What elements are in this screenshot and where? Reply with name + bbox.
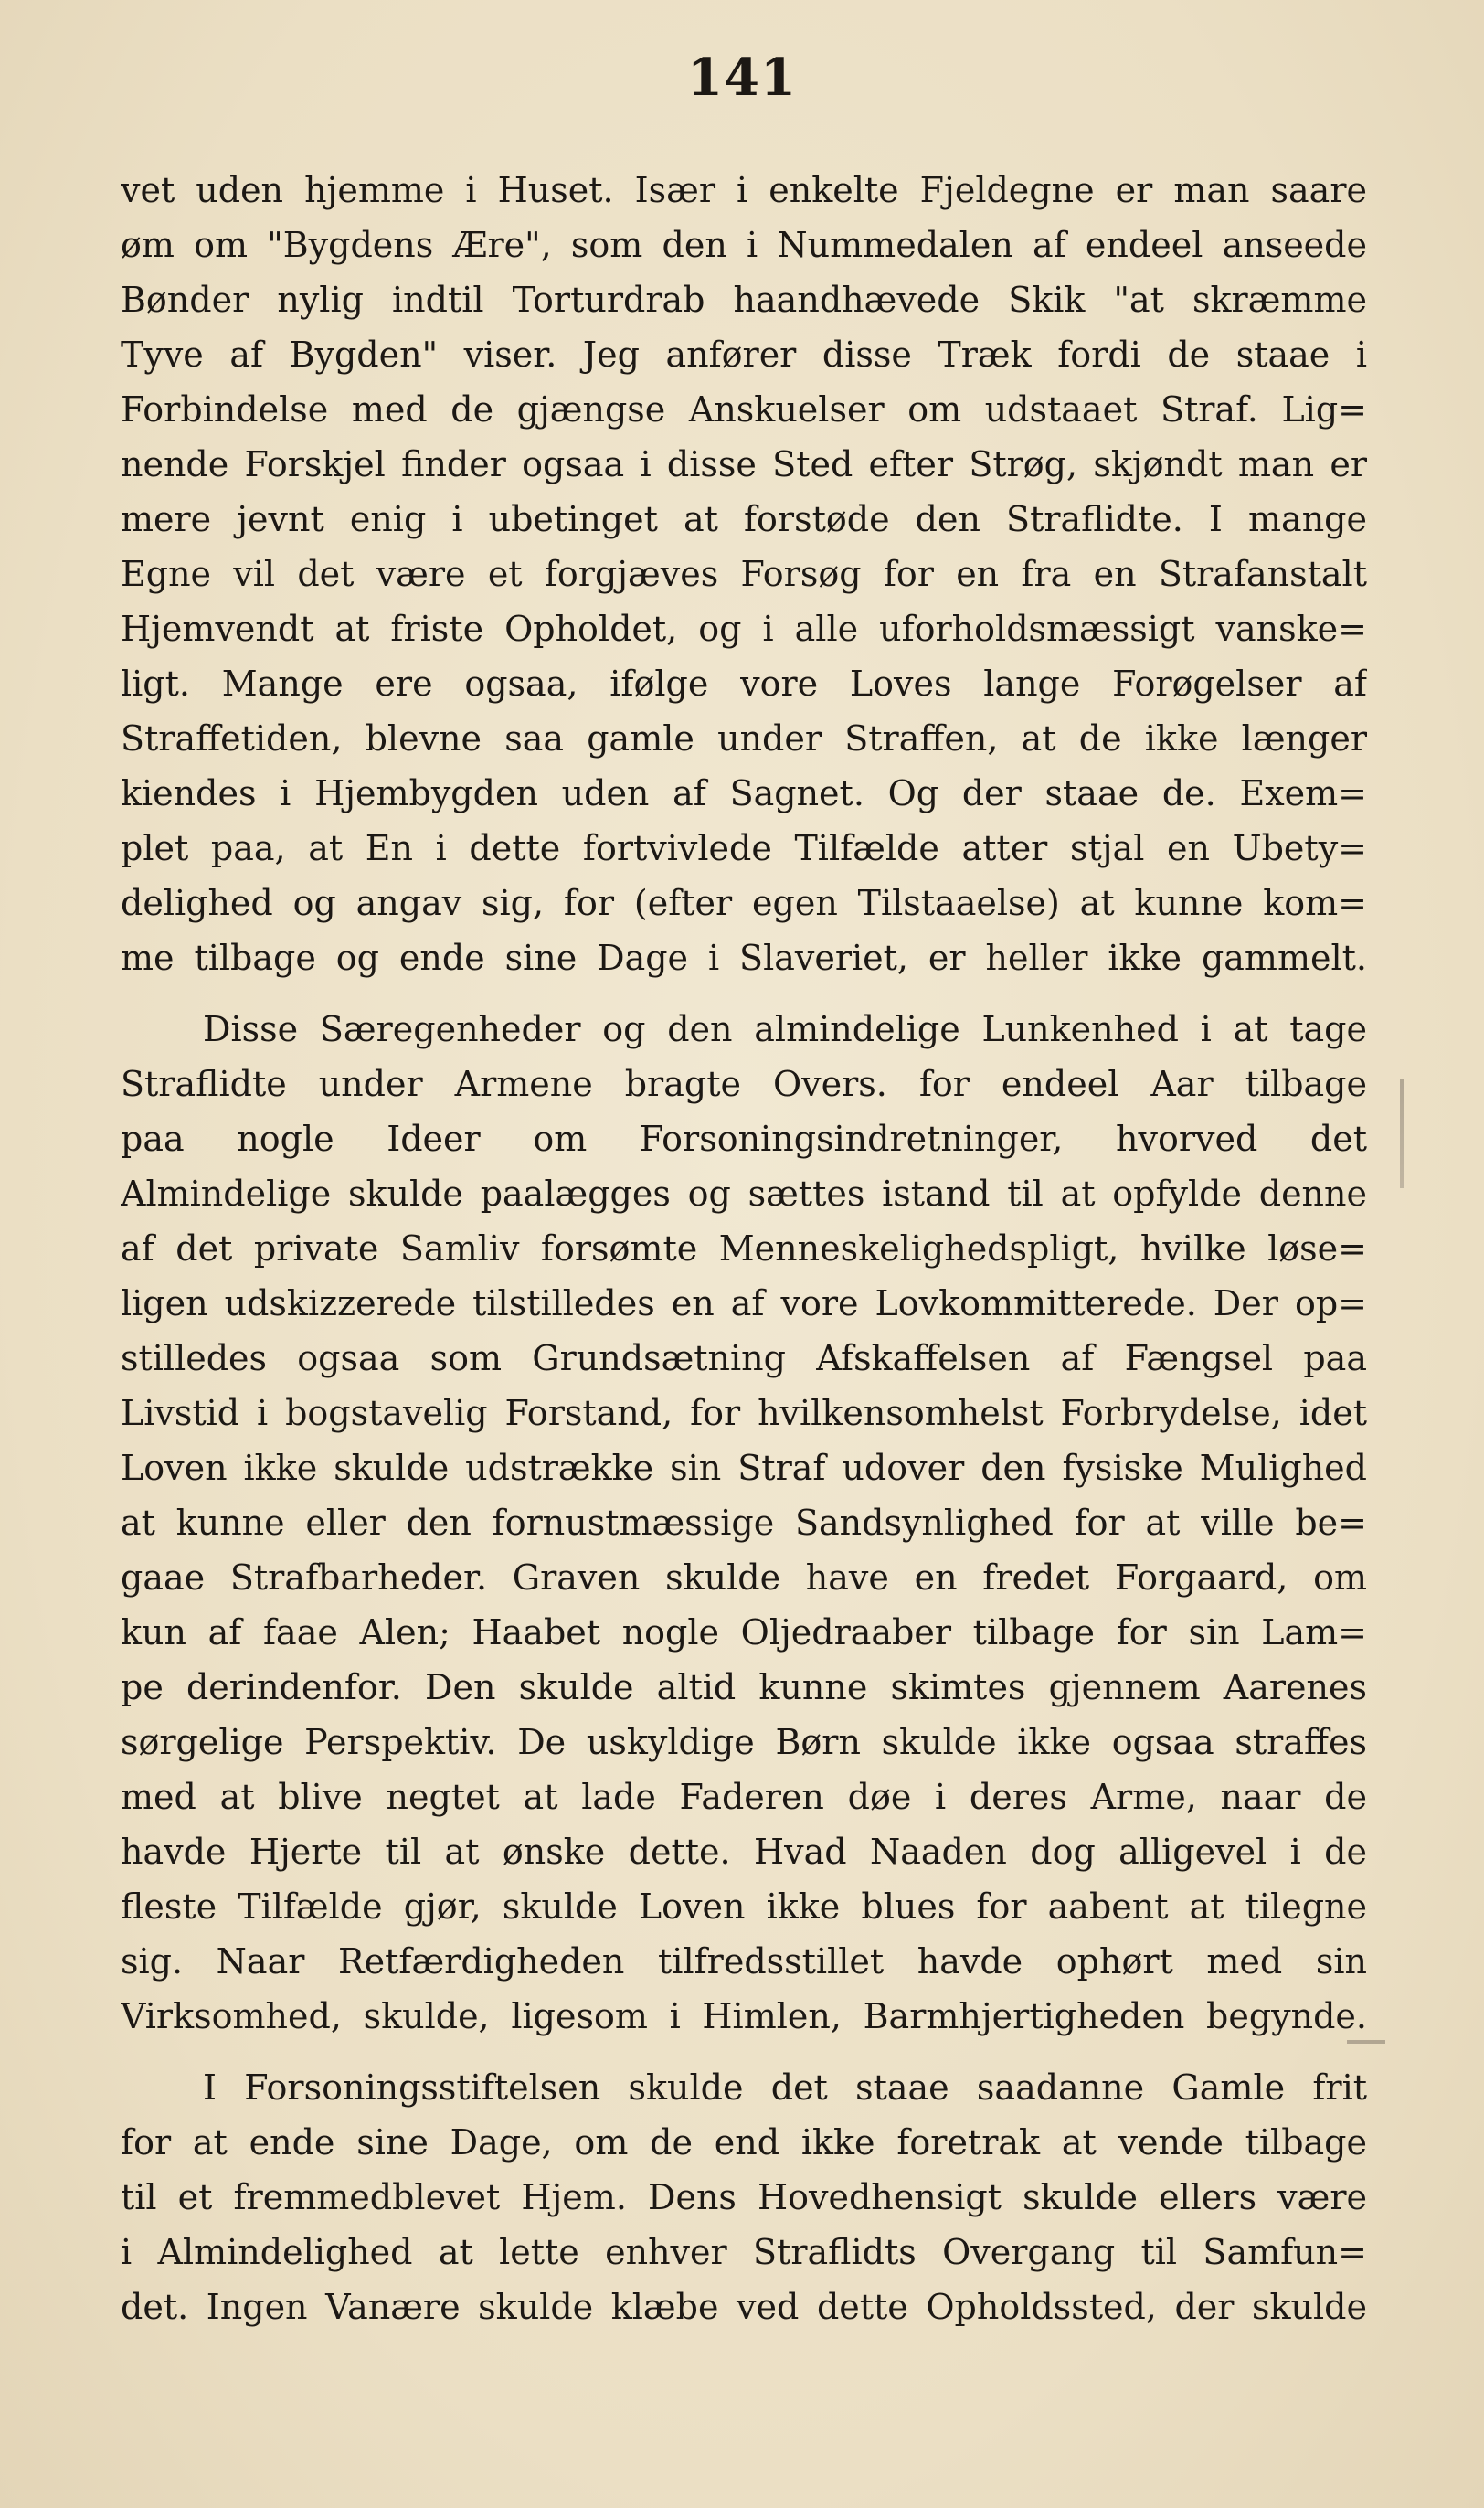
text-line: Loven ikke skulde udstrække sin Straf udover den fysiske Mulighed bbox=[121, 1448, 1367, 1488]
text-line: Livstid i bogstavelig Forstand, for hvilkensomhelst Forbrydelse, idet bbox=[121, 1393, 1367, 1433]
text-line: vet uden hjemme i Huset. Især i enkelte Fjeldegne er man saare bbox=[121, 170, 1367, 210]
text-line: fleste Tilfælde gjør, skulde Loven ikke blues for aabent at tilegne bbox=[121, 1886, 1367, 1927]
text-line: for at ende sine Dage, om de end ikke foretrak at vende tilbage bbox=[121, 2122, 1367, 2163]
body-text bbox=[121, 163, 1367, 2334]
text-line: med at blive negtet at lade Faderen døe i deres Arme, naar de bbox=[121, 1777, 1367, 1817]
paragraph-gap bbox=[121, 985, 1367, 1002]
text-line: kiendes i Hjembygden uden af Sagnet. Og der staae de. Exem= bbox=[121, 773, 1367, 813]
text-line: sig. Naar Retfærdigheden tilfredsstillet havde ophørt med sin bbox=[121, 1941, 1367, 1982]
text-line: Hjemvendt at friste Opholdet, og i alle uforholdsmæssigt vanske= bbox=[121, 609, 1367, 649]
text-line: af det private Samliv forsømte Menneskelighedspligt, hvilke løse= bbox=[121, 1228, 1367, 1269]
paragraph-gap bbox=[121, 2044, 1367, 2060]
text-line: øm om "Bygdens Ære", som den i Nummedalen af endeel anseede bbox=[121, 225, 1367, 265]
paragraph-3 bbox=[121, 2060, 1367, 2334]
text-line: I Forsoningsstiftelsen skulde det staae saadanne Gamle frit bbox=[203, 2067, 1367, 2108]
text-line: Straflidte under Armene bragte Overs. for endeel Aar tilbage bbox=[121, 1064, 1367, 1104]
text-line: Tyve af Bygden" viser. Jeg anfører disse Træk fordi de staae i bbox=[121, 335, 1367, 375]
text-line: det. Ingen Vanære skulde klæbe ved dette Opholdssted, der skulde bbox=[121, 2287, 1367, 2327]
text-line: ligen udskizzerede tilstilledes en af vore Lovkommitterede. Der op= bbox=[121, 1283, 1367, 1323]
margin-dash-mark bbox=[1347, 2040, 1385, 2044]
text-line: stilledes ogsaa som Grundsætning Afskaffelsen af Fængsel paa bbox=[121, 1338, 1367, 1378]
text-line: havde Hjerte til at ønske dette. Hvad Naaden dog alligevel i de bbox=[121, 1832, 1367, 1872]
text-line: ligt. Mange ere ogsaa, ifølge vore Loves lange Forøgelser af bbox=[121, 664, 1367, 704]
text-line: sørgelige Perspektiv. De uskyldige Børn skulde ikke ogsaa straffes bbox=[121, 1722, 1367, 1762]
margin-pencil-mark bbox=[1400, 1079, 1404, 1188]
text-line: paa nogle Ideer om Forsoningsindretninger, hvorved det bbox=[121, 1119, 1367, 1159]
text-line: Egne vil det være et forgjæves Forsøg for en fra en Strafanstalt bbox=[121, 554, 1367, 594]
text-line: gaae Strafbarheder. Graven skulde have en fredet Forgaard, om bbox=[121, 1557, 1367, 1598]
text-line: til et fremmedblevet Hjem. Dens Hovedhensigt skulde ellers være bbox=[121, 2177, 1367, 2217]
text-line: pe derindenfor. Den skulde altid kunne skimtes gjennem Aarenes bbox=[121, 1667, 1367, 1707]
text-line: mere jevnt enig i ubetinget at forstøde den Straflidte. I mange bbox=[121, 499, 1367, 539]
text-line: at kunne eller den fornustmæssige Sandsynlighed for at ville be= bbox=[121, 1503, 1367, 1543]
page-number: 141 bbox=[687, 48, 797, 108]
text-line: i Almindelighed at lette enhver Straflidts Overgang til Samfun= bbox=[121, 2232, 1367, 2272]
text-line: Disse Særegenheder og den almindelige Lunkenhed i at tage bbox=[203, 1009, 1367, 1049]
text-line: nende Forskjel finder ogsaa i disse Sted efter Strøg, skjøndt man er bbox=[121, 444, 1367, 484]
text-line: kun af faae Alen; Haabet nogle Oljedraaber tilbage for sin Lam= bbox=[121, 1612, 1367, 1653]
paragraph-2 bbox=[121, 1002, 1367, 2044]
text-line: Forbindelse med de gjængse Anskuelser om udstaaet Straf. Lig= bbox=[121, 389, 1367, 430]
paragraph-1 bbox=[121, 163, 1367, 985]
text-line: delighed og angav sig, for (efter egen Tilstaaelse) at kunne kom= bbox=[121, 883, 1367, 923]
text-line: Virksomhed, skulde, ligesom i Himlen, Barmhjertigheden begynde. bbox=[121, 1996, 1367, 2036]
text-line: Straffetiden, blevne saa gamle under Straffen, at de ikke længer bbox=[121, 718, 1367, 759]
text-line: Bønder nylig indtil Torturdrab haandhævede Skik "at skræmme bbox=[121, 280, 1367, 320]
text-line: plet paa, at En i dette fortvivlede Tilfælde atter stjal en Ubety= bbox=[121, 828, 1367, 868]
text-line: me tilbage og ende sine Dage i Slaveriet, er heller ikke gammelt. bbox=[121, 938, 1367, 978]
text-line: Almindelige skulde paalægges og sættes istand til at opfylde denne bbox=[121, 1174, 1367, 1214]
